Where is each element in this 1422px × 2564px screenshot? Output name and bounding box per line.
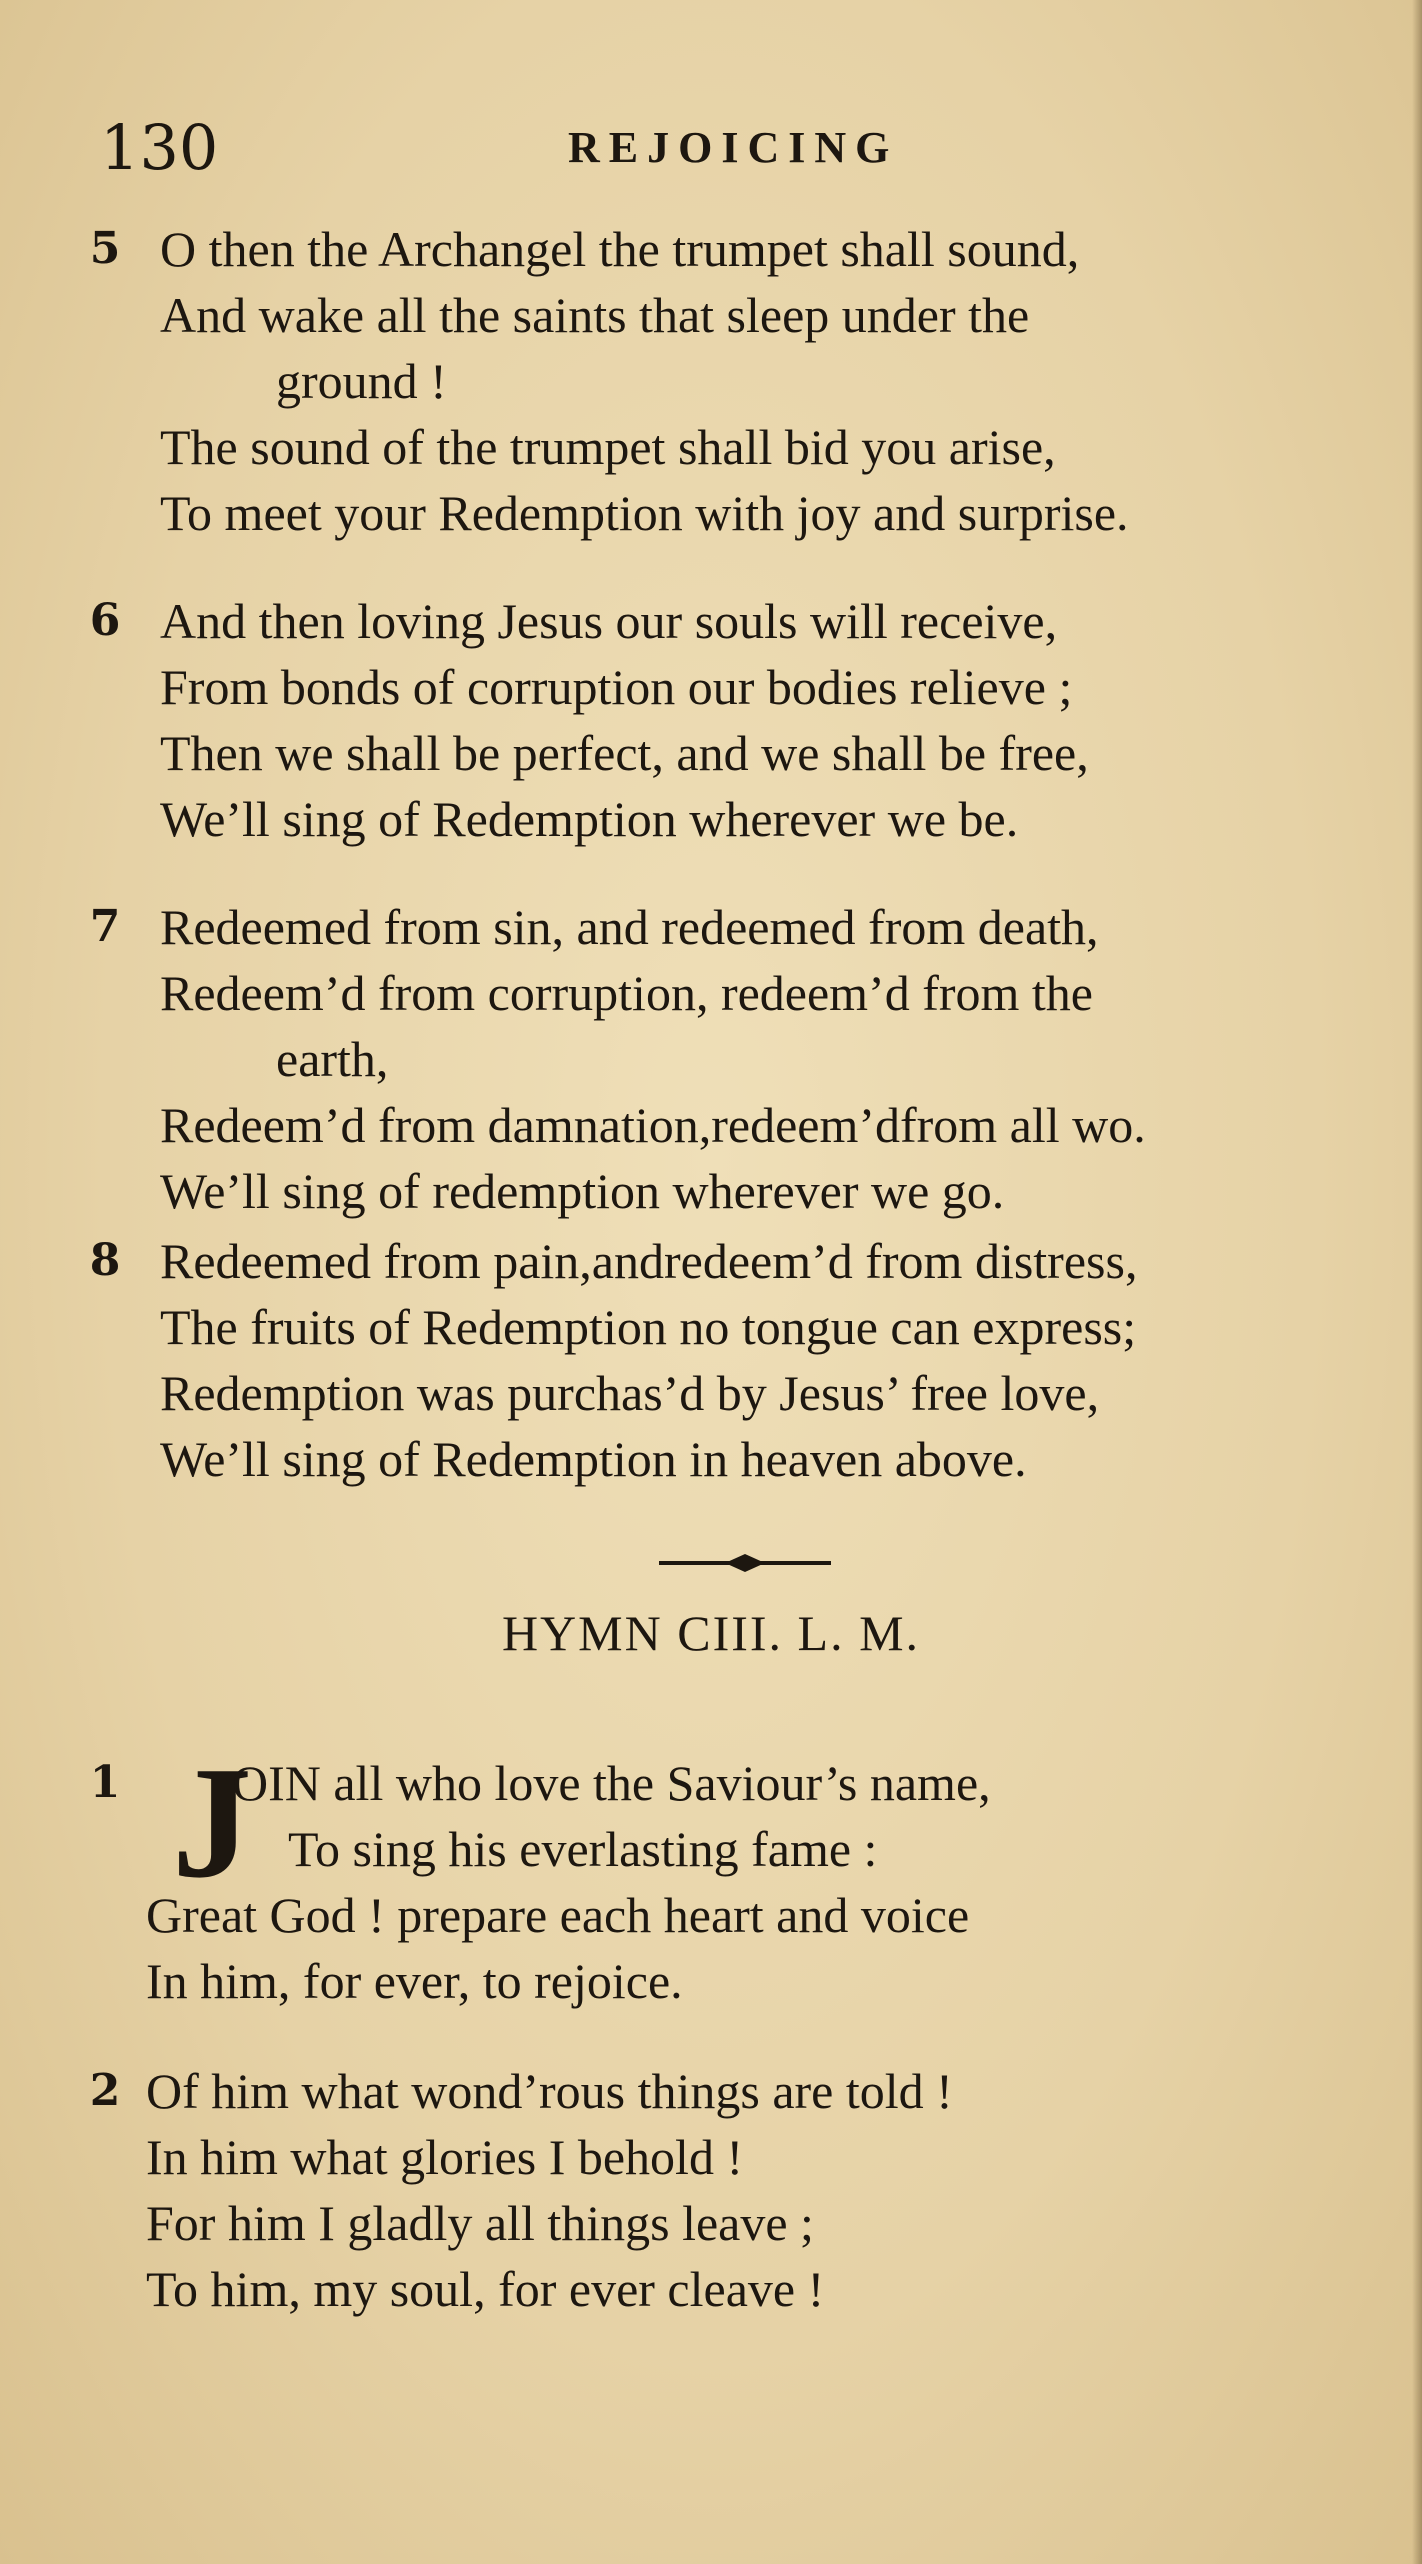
verse-line: Of him what wond’rous things are told ! [146, 2063, 953, 2119]
verse-line: O then the Archangel the trumpet shall sound, [160, 221, 1080, 277]
verse-line: Then we shall be perfect, and we shall be free, [160, 725, 1089, 781]
verse-line: To meet your Redemption with joy and surprise. [160, 485, 1129, 541]
verse-line: Redemption was purchas’d by Jesus’ free love, [160, 1365, 1100, 1421]
verse-number: 8 [89, 1235, 121, 1286]
verse-5 [89, 216, 1390, 546]
ornament-divider [655, 1550, 835, 1576]
verse-number: 5 [89, 223, 121, 274]
verse-number: 6 [89, 595, 121, 646]
verse-8 [89, 1228, 1390, 1492]
page-header [100, 108, 1300, 188]
verse-line: And wake all the saints that sleep under the [160, 287, 1030, 343]
verse-line: In him what glories I behold ! [146, 2129, 744, 2185]
verse-line: We’ll sing of Redemption in heaven above. [160, 1431, 1027, 1487]
verse-line: To sing his everlasting fame : [288, 1821, 878, 1877]
verse-line-continuation: ground ! [276, 353, 447, 409]
verse-line: Great God ! prepare each heart and voice [146, 1887, 970, 1943]
page-number: 130 [100, 111, 219, 184]
verse-line: From bonds of corruption our bodies relieve ; [160, 659, 1073, 715]
verse-7 [89, 894, 1390, 1224]
drop-cap-letter: J [172, 1733, 252, 1911]
verse-line: To him, my soul, for ever cleave ! [146, 2261, 825, 2317]
verse-line: For him I gladly all things leave ; [146, 2195, 814, 2251]
verse-6 [89, 588, 1390, 852]
running-head: REJOICING [568, 123, 899, 172]
hymn-verse-1 [89, 1733, 1390, 2014]
verse-number: 2 [89, 2065, 121, 2116]
verse-line: Redeem’d from damnation,redeem’dfrom all wo. [160, 1097, 1146, 1153]
verse-line: OIN all who love the Saviour’s name, [232, 1755, 991, 1811]
verse-line: Redeemed from pain,andredeem’d from distress, [160, 1233, 1138, 1289]
verse-line: The sound of the trumpet shall bid you arise, [160, 419, 1056, 475]
verse-line: Redeem’d from corruption, redeem’d from the [160, 965, 1093, 1021]
hymn-verse-2 [89, 2058, 1390, 2322]
verse-number: 1 [89, 1757, 121, 1808]
verse-line: In him, for ever, to rejoice. [146, 1953, 683, 2009]
verse-line: Redeemed from sin, and redeemed from death, [160, 899, 1099, 955]
page-edge-shadow [1412, 0, 1422, 2564]
verse-line-continuation: earth, [276, 1031, 389, 1087]
verse-number: 7 [89, 901, 121, 952]
verse-line: The fruits of Redemption no tongue can express; [160, 1299, 1137, 1355]
verse-line: We’ll sing of redemption wherever we go. [160, 1163, 1005, 1219]
verse-line: And then loving Jesus our souls will receive, [160, 593, 1058, 649]
hymn-title: HYMN CIII. L. M. [501, 1605, 921, 1661]
verse-line: We’ll sing of Redemption wherever we be. [160, 791, 1019, 847]
